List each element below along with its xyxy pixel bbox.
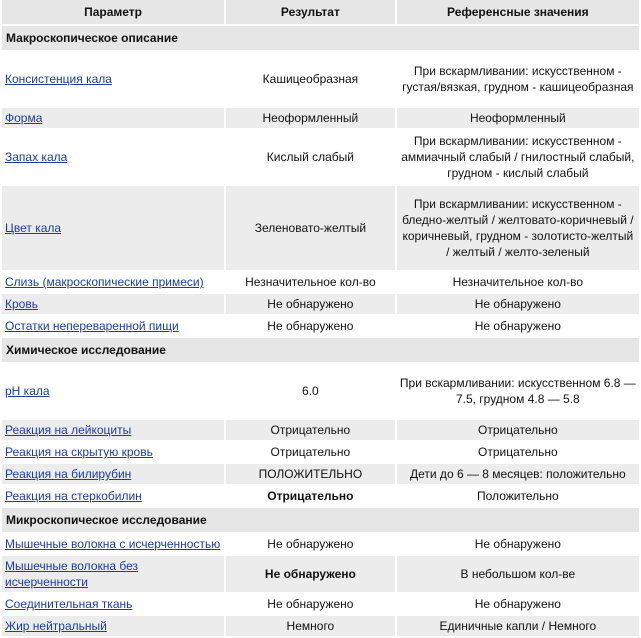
param-link[interactable]: Слизь (макроскопические примеси) [2,272,224,292]
table-row [2,442,639,462]
reference-value: Неоформленный [397,108,639,128]
section-header-macroscopic [2,26,639,50]
reference-value: Не обнаружено [397,534,639,554]
param-link[interactable]: Кровь [2,294,224,314]
table-row [2,186,639,270]
section-title: Макроскопическое описание [2,26,639,50]
result-value: 6.0 [226,364,395,418]
reference-value: Отрицательно [397,442,639,462]
table-row [2,420,639,440]
table-row [2,108,639,128]
result-value: Незначительное кол-во [226,272,395,292]
reference-value: Дети до 6 — 8 месяцев: положительно [397,464,639,484]
param-link[interactable]: Форма [2,108,224,128]
table-row [2,272,639,292]
param-link[interactable]: Остатки непереваренной пищи [2,316,224,336]
param-link[interactable]: Жир нейтральный [2,616,224,636]
reference-value: Не обнаружено [397,594,639,614]
param-link[interactable]: Реакция на скрытую кровь [2,442,224,462]
param-link[interactable]: pH кала [2,364,224,418]
param-link[interactable]: Мышечные волокна с исчерченностью [2,534,224,554]
reference-value: В небольшом кол-ве [397,556,639,592]
result-value: Не обнаружено [226,594,395,614]
section-title: Химическое исследование [2,338,639,362]
table-row [2,556,639,592]
reference-value: Единичные капли / Немного [397,616,639,636]
reference-value: Незначительное кол-во [397,272,639,292]
reference-value: При вскармливании: искусственном - густая/вязкая, грудном - кашицеобразная [397,52,639,106]
result-value: Немного [226,616,395,636]
result-value: Не обнаружено [226,556,395,592]
reference-value: Не обнаружено [397,316,639,336]
table-header-row [2,0,639,24]
result-value: Кашицеобразная [226,52,395,106]
result-value: Не обнаружено [226,316,395,336]
param-link[interactable]: Реакция на лейкоциты [2,420,224,440]
reference-value: При вскармливании: искусственном 6.8 — 7.5, грудном 4.8 — 5.8 [397,364,639,418]
param-link[interactable]: Консистенция кала [2,52,224,106]
result-value: Не обнаружено [226,534,395,554]
table-row [2,534,639,554]
table-row [2,364,639,418]
param-link[interactable]: Мышечные волокна без исчерченности [2,556,224,592]
reference-value: При вскармливании: искусственном - бледно-желтый / желтовато-коричневый / коричневый, грудном - золотисто-желтый / желтый / желто-зеленый [397,186,639,270]
table-row [2,316,639,336]
reference-value: Отрицательно [397,420,639,440]
reference-value: Не обнаружено [397,294,639,314]
table-row [2,594,639,614]
result-value: Отрицательно [226,442,395,462]
reference-value: При вскармливании: искусственном - аммиачный слабый / гнилостный слабый, грудном - кислый слабый [397,130,639,184]
table-row [2,486,639,506]
table-row [2,52,639,106]
header-result: Результат [226,0,395,24]
param-link[interactable]: Запах кала [2,130,224,184]
result-value: ПОЛОЖИТЕЛЬНО [226,464,395,484]
param-link[interactable]: Реакция на стеркобилин [2,486,224,506]
table-row [2,130,639,184]
result-value: Неоформленный [226,108,395,128]
result-value: Не обнаружено [226,294,395,314]
table-row [2,616,639,636]
param-link[interactable]: Реакция на билирубин [2,464,224,484]
header-reference: Референсные значения [397,0,639,24]
section-header-chemical [2,338,639,362]
section-header-microscopic [2,508,639,532]
result-value: Отрицательно [226,420,395,440]
result-value: Зеленовато-желтый [226,186,395,270]
section-title: Микроскопическое исследование [2,508,639,532]
param-link[interactable]: Цвет кала [2,186,224,270]
table-row [2,294,639,314]
param-link[interactable]: Соединительная ткань [2,594,224,614]
reference-value: Положительно [397,486,639,506]
result-value: Отрицательно [226,486,395,506]
result-value: Кислый слабый [226,130,395,184]
header-param: Параметр [2,0,224,24]
table-row [2,464,639,484]
